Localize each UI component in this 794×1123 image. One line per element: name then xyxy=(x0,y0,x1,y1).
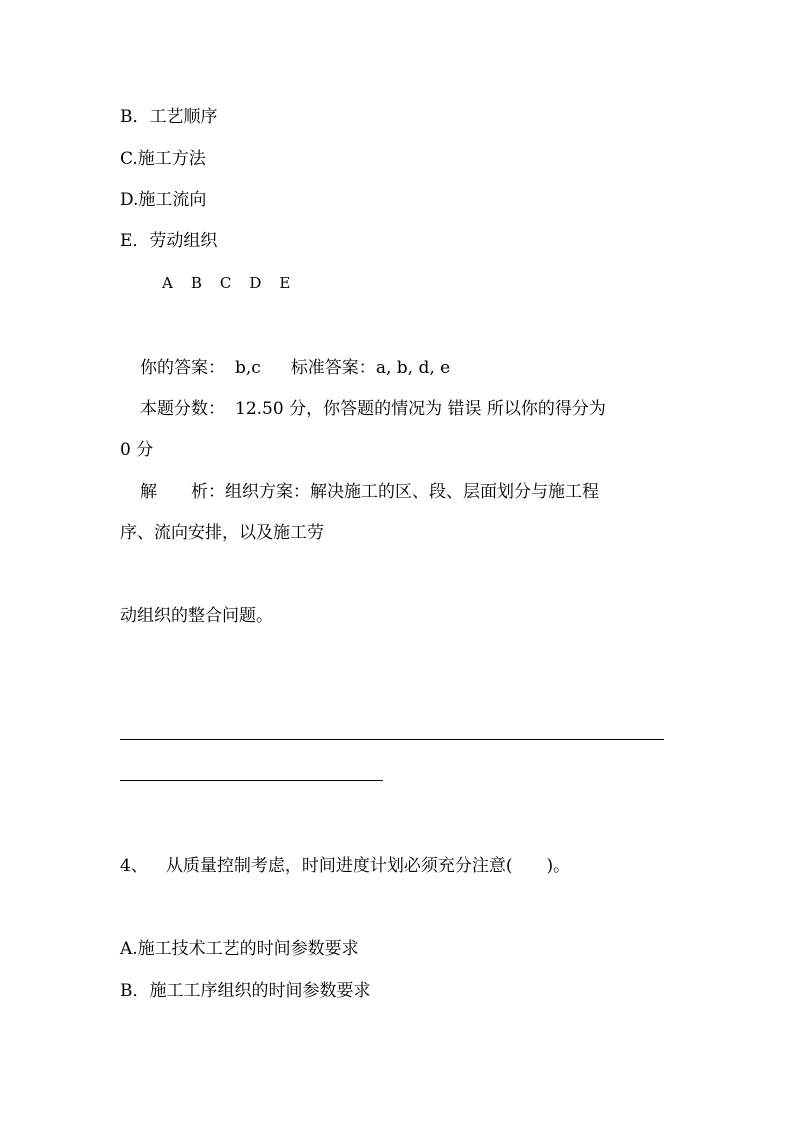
option-d: D.施工流向 xyxy=(120,190,207,210)
separator-line-1 xyxy=(120,739,664,740)
score-label: 本题分数： xyxy=(140,399,225,419)
your-answer-label: 你的答案： xyxy=(140,358,225,378)
q4-option-b: B．施工工序组织的时间参数要求 xyxy=(120,981,371,1001)
standard-answer-value: a, b, d, e xyxy=(375,358,451,378)
option-b: B．工艺顺序 xyxy=(120,107,218,127)
analysis-line-2: 序、流向安排，以及施工劳 xyxy=(120,523,324,543)
your-answer-value: b,c xyxy=(235,358,261,378)
choice-b[interactable]: B xyxy=(190,274,202,292)
analysis-line-1 xyxy=(140,482,599,502)
choice-a[interactable]: A xyxy=(162,274,173,292)
choice-d[interactable]: D xyxy=(249,274,262,292)
question-stem: 从质量控制考虑，时间进度计划必须充分注意( )。 xyxy=(165,856,571,876)
analysis-text-1: 组织方案：解决施工的区、段、层面划分与施工程 xyxy=(225,482,599,502)
standard-answer-label: 标准答案： xyxy=(290,358,376,378)
choice-c[interactable]: C xyxy=(219,274,232,292)
option-c: C.施工方法 xyxy=(120,149,206,169)
analysis-label: 解 析： xyxy=(140,482,225,502)
score-line xyxy=(140,399,606,419)
question-4-stem-line xyxy=(120,856,570,876)
answer-choices xyxy=(160,274,292,292)
analysis-line-3: 动组织的整合问题。 xyxy=(120,606,273,626)
score-value: 12.50 分， xyxy=(235,399,324,419)
choice-e[interactable]: E xyxy=(279,274,291,292)
q4-option-a: A.施工技术工艺的时间参数要求 xyxy=(120,939,359,959)
question-number: 4、 xyxy=(120,856,148,876)
option-e: E．劳动组织 xyxy=(120,231,218,251)
separator-line-2 xyxy=(120,780,383,781)
earned-score: 0 分 xyxy=(120,440,154,460)
answer-line xyxy=(140,358,450,378)
status-text: 你答题的情况为 错误 所以你的得分为 xyxy=(323,399,606,419)
